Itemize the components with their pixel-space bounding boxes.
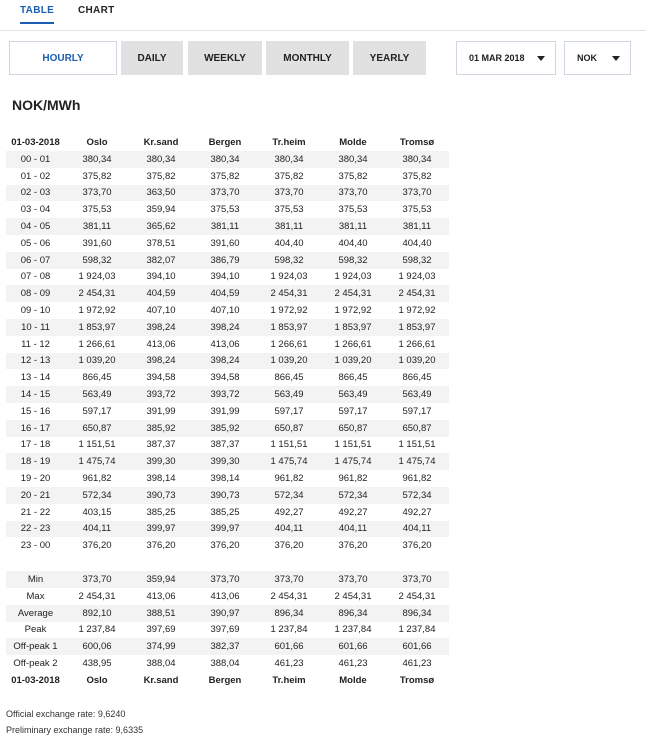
price-cell: 373,70 xyxy=(257,185,321,202)
row-label: 03 - 04 xyxy=(20,204,51,216)
price-cell: 1 039,20 xyxy=(385,353,449,370)
price-cell: 407,10 xyxy=(146,305,176,317)
price-cell: 413,06 xyxy=(210,338,240,350)
table-row xyxy=(6,302,449,319)
price-cell: 601,66 xyxy=(385,638,449,655)
table-row xyxy=(6,622,449,639)
table-row xyxy=(6,369,449,386)
price-cell: 961,82 xyxy=(338,473,368,485)
price-cell: 380,34 xyxy=(193,151,257,168)
row-label: Average xyxy=(6,605,65,622)
price-cell: 391,60 xyxy=(82,237,112,249)
price-cell: 365,62 xyxy=(129,218,193,235)
price-cell: 375,53 xyxy=(402,204,432,216)
price-cell: 866,45 xyxy=(82,372,112,384)
price-cell: 390,97 xyxy=(193,605,257,622)
price-cell: 373,70 xyxy=(65,571,129,588)
price-cell: 2 454,31 xyxy=(65,285,129,302)
row-label: 13 - 14 xyxy=(20,372,51,384)
header-date: 01-03-2018 xyxy=(11,137,60,148)
price-cell: 1 237,84 xyxy=(334,624,372,636)
price-cell: 380,34 xyxy=(321,151,385,168)
price-cell: 398,14 xyxy=(146,473,176,485)
price-cell: 892,10 xyxy=(65,605,129,622)
price-table xyxy=(6,134,449,689)
price-cell: 572,34 xyxy=(385,487,449,504)
footer-bergen: Bergen xyxy=(208,674,242,686)
currency-select-value: NOK xyxy=(577,53,597,63)
price-cell: 398,24 xyxy=(129,319,193,336)
footer-krsand: Kr.sand xyxy=(143,674,179,686)
price-cell: 373,70 xyxy=(321,571,385,588)
price-cell: 399,30 xyxy=(193,453,257,470)
price-cell: 1 151,51 xyxy=(270,439,308,451)
price-cell: 397,69 xyxy=(146,624,176,636)
price-cell: 385,25 xyxy=(210,506,240,518)
price-cell: 461,23 xyxy=(338,658,368,669)
price-cell: 404,59 xyxy=(193,285,257,302)
table-row xyxy=(6,655,449,672)
price-cell: 2 454,31 xyxy=(385,285,449,302)
price-cell: 1 853,97 xyxy=(257,319,321,336)
price-cell: 375,53 xyxy=(274,204,304,216)
price-cell: 375,53 xyxy=(338,204,368,216)
row-label: 00 - 01 xyxy=(6,151,65,168)
table-row xyxy=(6,537,449,554)
price-cell: 404,11 xyxy=(65,521,129,538)
price-cell: 563,49 xyxy=(321,386,385,403)
price-cell: 572,34 xyxy=(65,487,129,504)
price-cell: 961,82 xyxy=(402,473,432,485)
price-cell: 961,82 xyxy=(82,473,112,485)
price-cell: 403,15 xyxy=(82,506,112,518)
preliminary-exchange-rate: Preliminary exchange rate: 9,6335 xyxy=(6,725,144,735)
footer-tromso: Tromsø xyxy=(399,674,435,686)
price-cell: 381,11 xyxy=(257,218,321,235)
table-row xyxy=(6,470,449,487)
price-cell: 563,49 xyxy=(257,386,321,403)
price-cell: 2 454,31 xyxy=(398,590,436,602)
price-cell: 404,40 xyxy=(274,237,304,249)
price-cell: 1 266,61 xyxy=(334,338,372,350)
price-cell: 373,70 xyxy=(193,571,257,588)
period-hourly-button[interactable]: HOURLY xyxy=(9,41,117,75)
price-cell: 1 972,92 xyxy=(270,305,308,317)
price-cell: 381,11 xyxy=(65,218,129,235)
price-cell: 385,92 xyxy=(129,420,193,437)
price-cell: 375,53 xyxy=(210,204,240,216)
price-cell: 398,24 xyxy=(129,353,193,370)
price-cell: 600,06 xyxy=(65,638,129,655)
table-row xyxy=(6,218,449,235)
header-tromso: Tromsø xyxy=(399,137,435,148)
row-label: 10 - 11 xyxy=(6,319,65,336)
price-cell: 563,49 xyxy=(385,386,449,403)
price-cell: 373,70 xyxy=(385,185,449,202)
price-cell: 404,11 xyxy=(321,521,385,538)
price-cell: 896,34 xyxy=(321,605,385,622)
row-label: Min xyxy=(6,571,65,588)
price-cell: 363,50 xyxy=(129,185,193,202)
row-label: Peak xyxy=(24,624,47,636)
price-cell: 866,45 xyxy=(338,372,368,384)
row-label: 18 - 19 xyxy=(6,453,65,470)
price-cell: 376,20 xyxy=(82,540,112,552)
price-cell: 378,51 xyxy=(146,237,176,249)
table-row xyxy=(6,638,449,655)
price-cell: 398,14 xyxy=(210,473,240,485)
price-cell: 413,06 xyxy=(210,590,240,602)
date-select[interactable] xyxy=(456,41,556,75)
price-cell: 394,58 xyxy=(146,372,176,384)
row-label: 20 - 21 xyxy=(6,487,65,504)
price-cell: 380,34 xyxy=(257,151,321,168)
price-cell: 572,34 xyxy=(321,487,385,504)
official-exchange-rate: Official exchange rate: 9,6240 xyxy=(6,709,126,719)
price-cell: 1 237,84 xyxy=(78,624,116,636)
footer-oslo: Oslo xyxy=(86,674,108,686)
price-cell: 2 454,31 xyxy=(334,590,372,602)
row-label: 05 - 06 xyxy=(20,237,51,249)
table-row xyxy=(6,588,449,605)
price-cell: 376,20 xyxy=(210,540,240,552)
table-header-row xyxy=(6,134,449,151)
view-tabs xyxy=(0,0,646,31)
price-cell: 388,04 xyxy=(210,658,240,669)
price-cell: 376,20 xyxy=(338,540,368,552)
price-cell: 398,24 xyxy=(193,319,257,336)
row-label: 02 - 03 xyxy=(6,185,65,202)
price-cell: 381,11 xyxy=(321,218,385,235)
footer-molde: Molde xyxy=(339,674,367,686)
row-label: 07 - 08 xyxy=(20,271,51,283)
price-cell: 1 972,92 xyxy=(78,305,116,317)
price-cell: 598,32 xyxy=(385,252,449,269)
header-molde: Molde xyxy=(339,137,367,148)
price-cell: 373,70 xyxy=(321,185,385,202)
price-cell: 1 924,03 xyxy=(270,271,308,283)
price-cell: 866,45 xyxy=(402,372,432,384)
price-cell: 598,32 xyxy=(257,252,321,269)
price-cell: 394,58 xyxy=(210,372,240,384)
price-cell: 385,92 xyxy=(193,420,257,437)
row-label: Max xyxy=(26,590,45,602)
price-cell: 381,11 xyxy=(193,218,257,235)
price-cell: 461,23 xyxy=(274,658,304,669)
price-cell: 359,94 xyxy=(146,204,176,216)
table-row xyxy=(6,252,449,269)
price-cell: 597,17 xyxy=(274,405,304,417)
table-row xyxy=(6,386,449,403)
row-label: 12 - 13 xyxy=(6,353,65,370)
date-select-value: 01 MAR 2018 xyxy=(469,53,525,63)
price-cell: 399,97 xyxy=(129,521,193,538)
table-row xyxy=(6,571,449,588)
row-label: 04 - 05 xyxy=(6,218,65,235)
table-footer-row xyxy=(6,672,449,689)
row-label: 19 - 20 xyxy=(20,473,51,485)
price-cell: 385,25 xyxy=(146,506,176,518)
price-cell: 1 853,97 xyxy=(65,319,129,336)
table-row xyxy=(6,185,449,202)
price-cell: 404,40 xyxy=(338,237,368,249)
table-row xyxy=(6,403,449,420)
row-label: 08 - 09 xyxy=(6,285,65,302)
price-cell: 461,23 xyxy=(402,658,432,669)
price-cell: 866,45 xyxy=(274,372,304,384)
price-cell: 598,32 xyxy=(65,252,129,269)
price-cell: 375,53 xyxy=(82,204,112,216)
price-cell: 393,72 xyxy=(129,386,193,403)
price-cell: 376,20 xyxy=(402,540,432,552)
header-oslo: Oslo xyxy=(86,137,108,148)
price-cell: 1 475,74 xyxy=(65,453,129,470)
price-cell: 1 972,92 xyxy=(398,305,436,317)
price-cell: 375,82 xyxy=(146,170,176,182)
price-cell: 413,06 xyxy=(146,338,176,350)
price-cell: 382,07 xyxy=(129,252,193,269)
price-cell: 650,87 xyxy=(65,420,129,437)
price-cell: 1 853,97 xyxy=(321,319,385,336)
table-row xyxy=(6,151,449,168)
table-row xyxy=(6,353,449,370)
price-cell: 1 924,03 xyxy=(334,271,372,283)
period-daily-button[interactable]: DAILY xyxy=(121,41,183,75)
price-cell: 2 454,31 xyxy=(270,590,308,602)
table-row xyxy=(6,487,449,504)
period-monthly-button[interactable]: MONTHLY xyxy=(266,41,349,75)
price-cell: 1 237,84 xyxy=(398,624,436,636)
period-weekly-button[interactable]: WEEKLY xyxy=(188,41,262,75)
row-label: 09 - 10 xyxy=(20,305,51,317)
price-cell: 381,11 xyxy=(385,218,449,235)
price-cell: 1 924,03 xyxy=(398,271,436,283)
price-cell: 375,82 xyxy=(402,170,432,182)
price-cell: 601,66 xyxy=(321,638,385,655)
header-trheim: Tr.heim xyxy=(272,137,306,148)
price-cell: 407,10 xyxy=(210,305,240,317)
period-yearly-button[interactable]: YEARLY xyxy=(353,41,426,75)
table-row xyxy=(6,504,449,521)
price-cell: 597,17 xyxy=(338,405,368,417)
price-cell: 438,95 xyxy=(82,658,112,669)
footer-date: 01-03-2018 xyxy=(11,674,60,686)
spacer-cell xyxy=(6,554,449,571)
footer-trheim: Tr.heim xyxy=(272,674,306,686)
price-cell: 492,27 xyxy=(274,506,304,518)
chevron-down-icon xyxy=(612,56,620,61)
table-row xyxy=(6,285,449,302)
price-cell: 492,27 xyxy=(402,506,432,518)
price-cell: 375,82 xyxy=(338,170,368,182)
row-label: 15 - 16 xyxy=(20,405,51,417)
price-cell: 1 151,51 xyxy=(334,439,372,451)
price-cell: 1 475,74 xyxy=(385,453,449,470)
price-cell: 374,99 xyxy=(129,638,193,655)
price-cell: 404,59 xyxy=(129,285,193,302)
price-cell: 597,17 xyxy=(82,405,112,417)
price-cell: 1 039,20 xyxy=(321,353,385,370)
price-cell: 380,34 xyxy=(129,151,193,168)
header-krsand: Kr.sand xyxy=(143,137,179,148)
price-cell: 380,34 xyxy=(65,151,129,168)
price-cell: 572,34 xyxy=(257,487,321,504)
table-row xyxy=(6,168,449,185)
price-cell: 650,87 xyxy=(321,420,385,437)
price-cell: 373,70 xyxy=(193,185,257,202)
table-row xyxy=(6,336,449,353)
price-cell: 376,20 xyxy=(146,540,176,552)
row-label: Off-peak 2 xyxy=(13,658,58,669)
price-cell: 563,49 xyxy=(65,386,129,403)
price-cell: 1 972,92 xyxy=(334,305,372,317)
price-cell: 1 237,84 xyxy=(270,624,308,636)
price-cell: 388,04 xyxy=(146,658,176,669)
tab-chart[interactable]: CHART xyxy=(78,5,115,16)
price-cell: 650,87 xyxy=(257,420,321,437)
price-cell: 390,73 xyxy=(129,487,193,504)
price-cell: 413,06 xyxy=(146,590,176,602)
price-cell: 961,82 xyxy=(274,473,304,485)
price-cell: 601,66 xyxy=(257,638,321,655)
table-row xyxy=(6,201,449,218)
price-cell: 2 454,31 xyxy=(257,285,321,302)
table-row xyxy=(6,437,449,454)
price-cell: 399,97 xyxy=(193,521,257,538)
row-label: 01 - 02 xyxy=(20,170,51,182)
row-label: 14 - 15 xyxy=(6,386,65,403)
table-row xyxy=(6,235,449,252)
table-spacer-row xyxy=(6,554,449,571)
price-cell: 394,10 xyxy=(146,271,176,283)
price-cell: 375,82 xyxy=(274,170,304,182)
row-label: 17 - 18 xyxy=(20,439,51,451)
chevron-down-icon xyxy=(537,56,545,61)
row-label: 22 - 23 xyxy=(6,521,65,538)
row-label: 21 - 22 xyxy=(20,506,51,518)
table-row xyxy=(6,605,449,622)
table-row xyxy=(6,521,449,538)
price-cell: 896,34 xyxy=(257,605,321,622)
price-cell: 1 039,20 xyxy=(257,353,321,370)
price-cell: 375,82 xyxy=(210,170,240,182)
price-cell: 1 924,03 xyxy=(78,271,116,283)
price-cell: 387,37 xyxy=(146,439,176,451)
price-cell: 1 266,61 xyxy=(398,338,436,350)
price-cell: 2 454,31 xyxy=(78,590,116,602)
table-row xyxy=(6,420,449,437)
price-cell: 1 151,51 xyxy=(78,439,116,451)
price-cell: 373,70 xyxy=(385,571,449,588)
price-cell: 391,99 xyxy=(146,405,176,417)
price-cell: 386,79 xyxy=(193,252,257,269)
price-cell: 492,27 xyxy=(338,506,368,518)
table-row xyxy=(6,319,449,336)
price-cell: 373,70 xyxy=(65,185,129,202)
price-cell: 650,87 xyxy=(385,420,449,437)
row-label: 16 - 17 xyxy=(6,420,65,437)
price-cell: 2 454,31 xyxy=(321,285,385,302)
price-cell: 1 266,61 xyxy=(270,338,308,350)
price-cell: 376,20 xyxy=(274,540,304,552)
currency-select[interactable] xyxy=(564,41,631,75)
tab-table[interactable]: TABLE xyxy=(20,5,54,24)
row-label: 06 - 07 xyxy=(6,252,65,269)
price-cell: 896,34 xyxy=(385,605,449,622)
price-cell: 382,37 xyxy=(193,638,257,655)
price-cell: 404,40 xyxy=(402,237,432,249)
price-cell: 404,11 xyxy=(385,521,449,538)
price-cell: 387,37 xyxy=(210,439,240,451)
price-cell: 598,32 xyxy=(321,252,385,269)
row-label: Off-peak 1 xyxy=(6,638,65,655)
price-cell: 391,99 xyxy=(210,405,240,417)
price-cell: 391,60 xyxy=(210,237,240,249)
price-cell: 388,51 xyxy=(129,605,193,622)
price-cell: 1 853,97 xyxy=(385,319,449,336)
price-cell: 399,30 xyxy=(129,453,193,470)
header-bergen: Bergen xyxy=(208,137,242,148)
unit-label: NOK/MWh xyxy=(12,97,81,113)
price-cell: 398,24 xyxy=(193,353,257,370)
price-cell: 373,70 xyxy=(257,571,321,588)
price-cell: 1 475,74 xyxy=(321,453,385,470)
row-label: 11 - 12 xyxy=(21,338,50,350)
price-cell: 1 266,61 xyxy=(78,338,116,350)
price-cell: 359,94 xyxy=(129,571,193,588)
table-row xyxy=(6,453,449,470)
price-cell: 1 039,20 xyxy=(65,353,129,370)
price-cell: 1 475,74 xyxy=(257,453,321,470)
price-cell: 390,73 xyxy=(193,487,257,504)
price-cell: 375,82 xyxy=(82,170,112,182)
price-cell: 404,11 xyxy=(257,521,321,538)
price-cell: 394,10 xyxy=(210,271,240,283)
price-cell: 393,72 xyxy=(193,386,257,403)
table-row xyxy=(6,269,449,286)
price-cell: 397,69 xyxy=(210,624,240,636)
price-cell: 597,17 xyxy=(402,405,432,417)
price-cell: 380,34 xyxy=(385,151,449,168)
row-label: 23 - 00 xyxy=(20,540,51,552)
price-cell: 1 151,51 xyxy=(398,439,436,451)
